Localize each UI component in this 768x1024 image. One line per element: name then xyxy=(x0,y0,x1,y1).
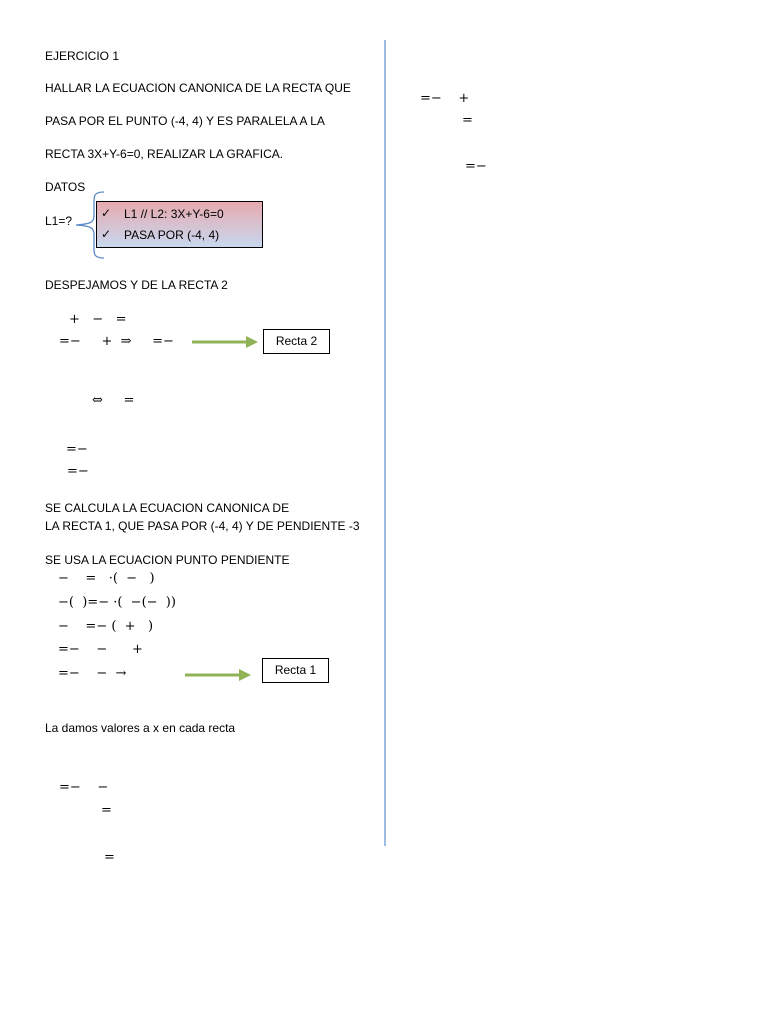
equation: = xyxy=(104,850,115,865)
recta-2-label-box: Recta 2 xyxy=(263,329,330,354)
equation: =− + ⇒ =− xyxy=(59,334,174,349)
equation: −( )=− ·( −(− )) xyxy=(58,595,176,610)
equation: =− + xyxy=(420,91,470,106)
equation: =− − → xyxy=(58,666,127,681)
arrow-right-icon xyxy=(190,334,260,350)
arrow-right-icon xyxy=(183,667,253,683)
equation: = xyxy=(101,803,112,818)
valores-text: La damos valores a x en cada recta xyxy=(45,721,236,735)
recta-1-label-box: Recta 1 xyxy=(262,658,329,683)
exercise-title: EJERCICIO 1 xyxy=(45,49,120,63)
equation: ⇔ = xyxy=(92,393,135,408)
datos-item-1: L1 // L2: 3X+Y-6=0 xyxy=(124,207,224,221)
despeje-title: DESPEJAMOS Y DE LA RECTA 2 xyxy=(45,278,228,292)
statement-line-1: HALLAR LA ECUACION CANONICA DE LA RECTA QUE xyxy=(45,81,351,95)
canonica-line-2: LA RECTA 1, QUE PASA POR (-4, 4) Y DE PENDIENTE -3 xyxy=(45,519,360,533)
equation: + − = xyxy=(69,312,127,327)
statement-line-3: RECTA 3X+Y-6=0, REALIZAR LA GRAFICA. xyxy=(45,147,284,161)
datos-item-2: PASA POR (-4, 4) xyxy=(124,228,220,242)
unknown-label: L1=? xyxy=(45,214,73,228)
equation: =− − + xyxy=(58,642,143,657)
equation: − =− ( + ) xyxy=(58,619,154,634)
datos-title: DATOS xyxy=(45,180,86,194)
equation: − = ·( − ) xyxy=(58,571,155,586)
equation: =− xyxy=(66,442,88,457)
statement-line-2: PASA POR EL PUNTO (-4, 4) Y ES PARALELA A LA xyxy=(45,114,325,128)
column-divider xyxy=(384,40,386,846)
equation: =− xyxy=(465,159,487,174)
canonica-line-1: SE CALCULA LA ECUACION CANONICA DE xyxy=(45,501,290,515)
checkmark-icon: ✓ xyxy=(101,206,112,220)
checkmark-icon: ✓ xyxy=(101,227,112,241)
equation: = xyxy=(462,113,473,128)
equation: =− − xyxy=(59,780,109,795)
equation: =− xyxy=(67,464,89,479)
canonica-line-3: SE USA LA ECUACION PUNTO PENDIENTE xyxy=(45,553,290,567)
